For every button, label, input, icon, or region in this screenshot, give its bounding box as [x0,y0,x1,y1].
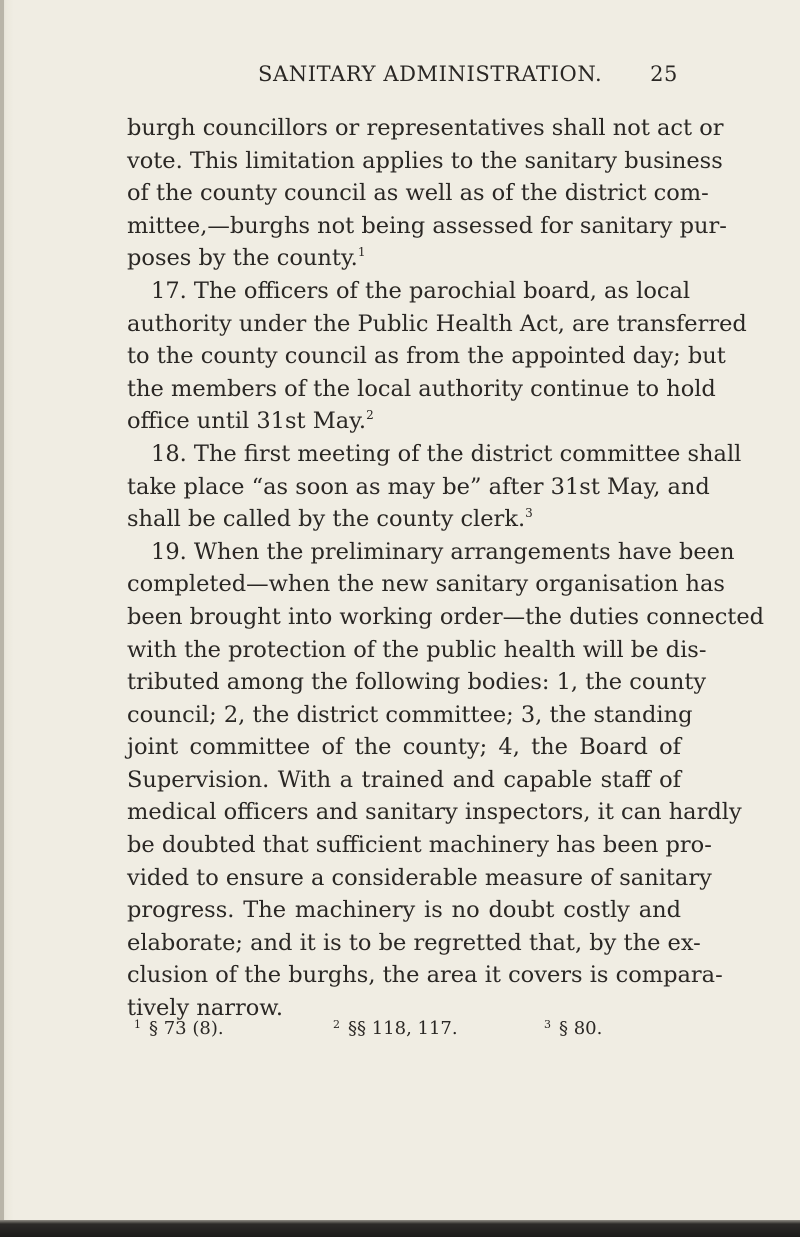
text-line-16: been brought into working order—the duties connected [127,603,765,630]
footnote-1 [134,1018,224,1039]
text-line-4: mittee,—burghs not being assessed for sanitary pur- [127,212,727,239]
text-line-28: tively narrow. [127,995,284,1022]
text-line-10-content: office until 31st May. [127,408,367,435]
text-line-19: council; 2, the district committee; 3, the standing [127,701,693,728]
footnote-1-text: § 73 (8). [149,1018,224,1039]
text-line-26: elaborate; and it is to be regretted that, by the ex- [127,929,701,956]
text-line-13-content: shall be called by the county clerk. [127,506,526,533]
text-line-2: vote. This limitation applies to the sanitary business [127,147,723,174]
footnote-ref-1: 1 [357,245,366,260]
text-line-22: medical officers and sanitary inspectors, it can hardly [127,799,742,826]
text-line-27: clusion of the burghs, the area it covers is compara- [127,962,723,989]
text-line-1: burgh councillors or representatives shall not act or [127,115,724,141]
text-line-17: with the protection of the public health will be dis- [127,636,707,663]
text-line-24: vided to ensure a considerable measure of sanitary [127,864,712,891]
page-gutter-edge [0,0,4,1237]
running-head [258,62,678,92]
body-text [127,112,765,1025]
footnote-3 [544,1018,602,1039]
text-line-23: be doubted that sufficient machinery has been pro- [127,832,712,859]
footnote-2-mark: 2 [333,1018,340,1031]
footnote-2 [333,1018,458,1039]
footnote-2-text: §§ 118, 117. [348,1018,458,1039]
text-line-18: tributed among the following bodies: 1, the county [127,669,707,696]
text-line-10 [127,405,681,438]
text-line-12: take place “as soon as may be” after 31st May, and [127,473,710,500]
text-line-20: joint committee of the county; 4, the Board of [127,734,681,761]
text-line-3: of the county council as well as of the district com- [127,180,709,207]
page-number: 25 [650,62,678,86]
footnote-3-text: § 80. [559,1018,603,1039]
text-line-8: to the county council as from the appointed day; but [127,343,726,370]
running-title: SANITARY ADMINISTRATION. [258,62,603,86]
text-line-13 [127,503,681,536]
text-line-14: 19. When the preliminary arrangements have been [151,538,735,565]
text-line-25: progress. The machinery is no doubt costly and [127,897,681,924]
text-line-5-content: poses by the county. [127,245,358,272]
text-line-6: 17. The officers of the parochial board, as local [151,277,691,304]
text-line-21: Supervision. With a trained and capable staff of [127,766,681,793]
text-line-7: authority under the Public Health Act, are transferred [127,310,747,337]
footnote-1-mark: 1 [134,1018,141,1031]
text-line-9: the members of the local authority continue to hold [127,375,716,402]
footnote-ref-3: 3 [525,506,533,521]
footnotes [134,1018,674,1044]
footnote-3-mark: 3 [544,1018,551,1031]
scan-bottom-edge [0,1220,800,1237]
text-line-5 [127,242,681,275]
text-line-11: 18. The first meeting of the district committee shall [151,440,742,467]
text-line-15: completed—when the new sanitary organisation has [127,571,725,598]
footnote-ref-2: 2 [366,408,374,423]
